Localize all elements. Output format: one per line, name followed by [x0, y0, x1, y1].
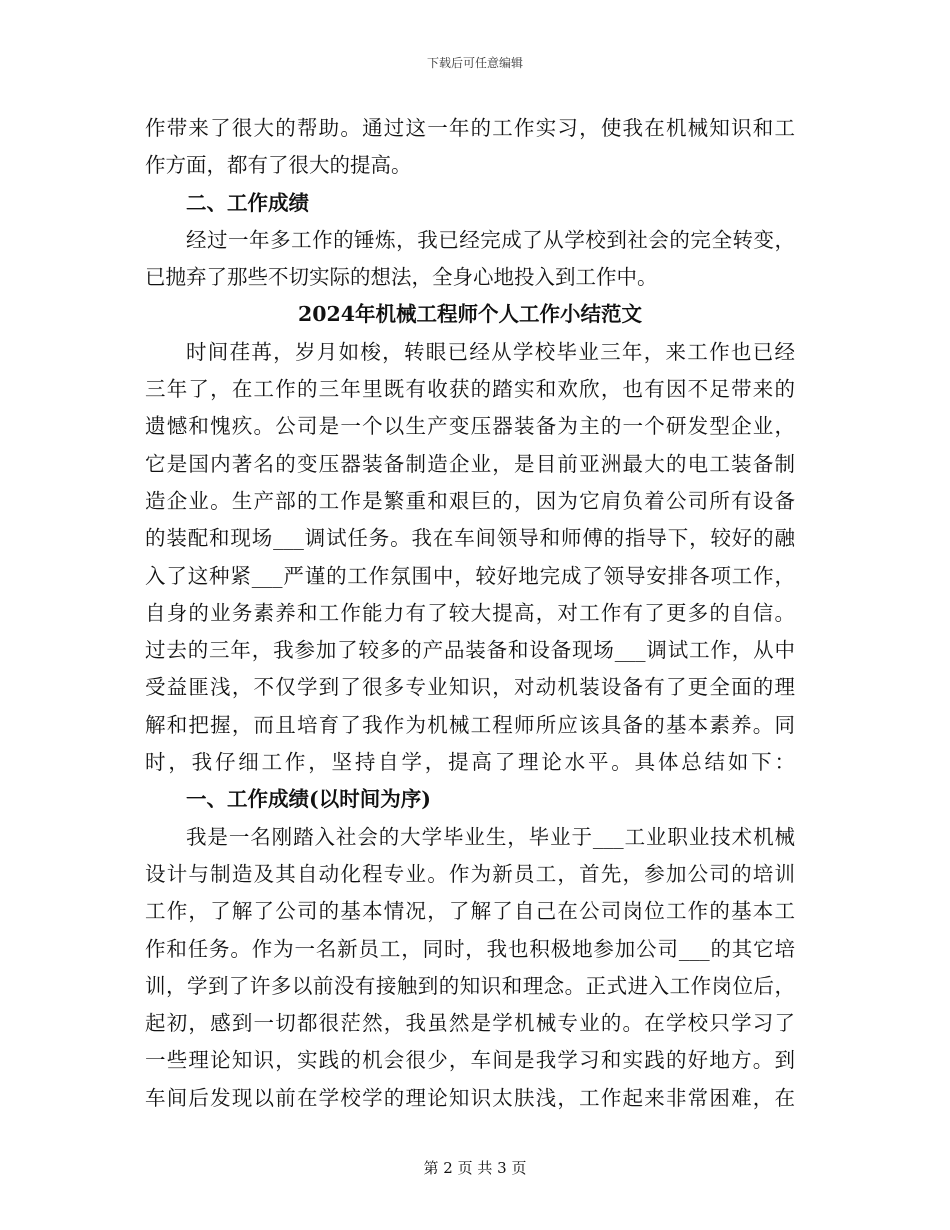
body-text-line: 自身的业务素养和工作能力有了较大提高，对工作有了更多的自信。: [145, 600, 795, 625]
body-text-line: 过去的三年，我参加了较多的产品装备和设备现场___调试工作，从中: [145, 638, 795, 663]
body-text-line: 车间后发现以前在学校学的理论知识太肤浅，工作起来非常困难，在: [145, 1085, 795, 1110]
body-text-line: 三年了，在工作的三年里既有收获的踏实和欢欣，也有因不足带来的: [145, 377, 795, 402]
page-number: 第 2 页 共 3 页: [423, 1159, 527, 1177]
body-text-line: 入了这种紧___严谨的工作氛围中，较好地完成了领导安排各项工作，: [145, 563, 795, 588]
body-text-line: 训，学到了许多以前没有接触到的知识和理念。正式进入工作岗位后，: [145, 973, 795, 998]
body-text-line: 受益匪浅，不仅学到了很多专业知识，对动机装设备有了更全面的理: [145, 675, 795, 700]
paragraph-first-line: 经过一年多工作的锤炼，我已经完成了从学校到社会的完全转变，: [186, 227, 795, 252]
body-text-line: 作方面，都有了很大的提高。: [145, 153, 412, 178]
body-text-line: 作和任务。作为一名新员工，同时，我也积极地参加公司___的其它培: [145, 936, 795, 961]
document-body: [145, 110, 795, 1117]
body-text-line: 时，我仔细工作，坚持自学，提高了理论水平。具体总结如下：: [145, 750, 795, 775]
body-text-line: 工作，了解了公司的基本情况，了解了自己在公司岗位工作的基本工: [145, 899, 795, 924]
body-text-line: 解和把握，而且培育了我作为机械工程师所应该具备的基本素养。同: [145, 712, 795, 737]
document-title: 2024年机械工程师个人工作小结范文: [297, 302, 643, 327]
paragraph-first-line: 时间荏苒，岁月如梭，转眼已经从学校毕业三年，来工作也已经: [186, 339, 795, 364]
body-text-line: 起初，感到一切都很茫然，我虽然是学机械专业的。在学校只学习了: [145, 1011, 795, 1036]
section-heading: 一、工作成绩(以时间为序): [186, 787, 431, 812]
page-header-note: 下载后可任意编辑: [426, 56, 523, 70]
body-text-line: 已抛弃了那些不切实际的想法，全身心地投入到工作中。: [145, 265, 658, 290]
body-text-line: 遗憾和愧疚。公司是一个以生产变压器装备为主的一个研发型企业，: [145, 414, 795, 439]
body-text-line: 它是国内著名的变压器装备制造企业，是目前亚洲最大的电工装备制: [145, 451, 795, 476]
paragraph-first-line: 我是一名刚踏入社会的大学毕业生，毕业于___工业职业技术机械: [186, 824, 795, 849]
body-text-line: 一些理论知识，实践的机会很少，车间是我学习和实践的好地方。到: [145, 1048, 795, 1073]
body-text-line: 的装配和现场___调试任务。我在车间领导和师傅的指导下，较好的融: [145, 526, 795, 551]
body-text-line: 作带来了很大的帮助。通过这一年的工作实习，使我在机械知识和工: [145, 116, 795, 140]
section-heading: 二、工作成绩: [186, 190, 309, 215]
body-text-line: 设计与制造及其自动化程专业。作为新员工，首先，参加公司的培训: [145, 861, 795, 886]
body-text-line: 造企业。生产部的工作是繁重和艰巨的，因为它肩负着公司所有设备: [145, 488, 795, 513]
